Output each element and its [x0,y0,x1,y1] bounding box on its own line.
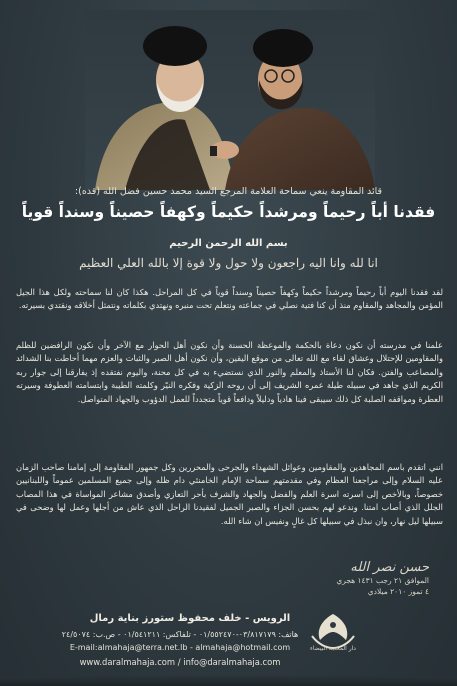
date-gregorian: ٤ تموز ٢٠١٠ ميلادي [367,587,429,596]
bottom-edge [0,676,457,686]
publisher-phone: هاتف: ٠٣/٨١٧١٧٩-٠١/٥٥٢٤٧٠ - تلفاكس: ٠١/٥٤١٢١١ - ص.ب: ٢٤/٥٠٧٤ [61,630,299,639]
headline: فقدنا أباً رحيماً ومرشداً حكيماً وكهفاً حصيناً وسنداً قوياً [21,203,436,221]
date-hijri: الموافق ٢١ رجب ١٤٣١ هجري [336,576,429,585]
logo-text: دار المحجة البيضاء [310,645,356,652]
publisher-website[interactable]: www.daralmahaja.com / info@daralmahaja.com [79,657,281,667]
portrait-photo [85,10,375,190]
publisher-footer [0,600,457,686]
signature-block [336,560,429,597]
quran-verse: انا لله وانا اليه راجعون ولا حول ولا قوة إلا بالله العلي العظيم [79,256,378,270]
paragraph-1: لقد فقدنا اليوم أباً رحيماً ومرشداً حكيماً وكهفاً حصيناً وسنداً قوياً في كل المراحل. هكذا كان لنا سماحته ولكل هذا الجيل المؤمن والمجاهد والمقاوم منذ أن كنا فتية نصلي في جماعته ونتعلم تحت منبره ونهتدي بكلماته ونتمثل أخلاقه ونقتدي بسيرته. [16,287,443,311]
paragraph-2: علمنا في مدرسته أن نكون دعاة بالحكمة والموعظة الحسنة وأن نكون أهل الحوار مع الآخر وأن نكون الرافضين للظلم والمقاومين للإحتلال وعشاق لقاء مع الله تعالى من موقع اليقين، وأن نكون أهل الصبر والثبات والعزم مهما أحاطت بنا الشدائد والمصاعب والفتن. فكان لنا الأستاذ والمعلم والنور الذي نستضيء به في كل محنة، واليوم نفتقده إذ يفارقنا إلى جوار ربه الكريم الذي جاهد في سبيله طيلة عمره الشريف إلى أن روحه الزكية وفكره النيّر وكلمته الطيبة وابتسامته العطوفة وسيرته العطرة ومواقفه الصلبة كل ذلك سيبقى فينا هادياً ودليلاً ودافعاً قوياً متجدداً للعمل الدؤوب والجهاد المتواصل. [16,340,443,404]
publisher-address: الرويس - خلف محفوظ ستورز بناية رمال [89,613,291,624]
signature-name: حسن نصر الله [350,560,429,575]
paragraph-3: انني اتقدم باسم المجاهدين والمقاومين وعوائل الشهداء والجرحى والمحررين وكل جمهور المقاومة إلى إمامنا صاحب الزمان عليه السلام وإلى مراجعنا العظام وفي مقدمتهم سماحة الإمام الخامنئي دام ظله وإلى جميع المسلمين عموماً واللبنانيين خصوصاً، وبالأخص إلى اسرته اسرة العلم والفضل والجهاد والشرف بأحر التعازي وأصدق مشاعر المواساة في هذا المصاب الجلل الذي أصاب امتنا. وندعو لهم بحسن الجزاء والصبر الجميل لفقيدنا الراحل الذي عاش من أجلها وعمل لها وضحى في سبيلها ليل نهار، وان نبذل في سبيلها كل غالٍ ونفيس ان شاء الله. [16,462,443,526]
publisher-email[interactable]: E-mail:almahaja@terra.net.lb - almahaja@hotmail.com [69,643,291,652]
basmala: بسم الله الرحمن الرحيم [169,238,288,249]
publisher-logo-icon [302,610,364,662]
intro-line: قائد المقاومة ينعي سماحة العلامة المرجع السيد محمد حسين فضل الله (قده): [74,186,383,197]
